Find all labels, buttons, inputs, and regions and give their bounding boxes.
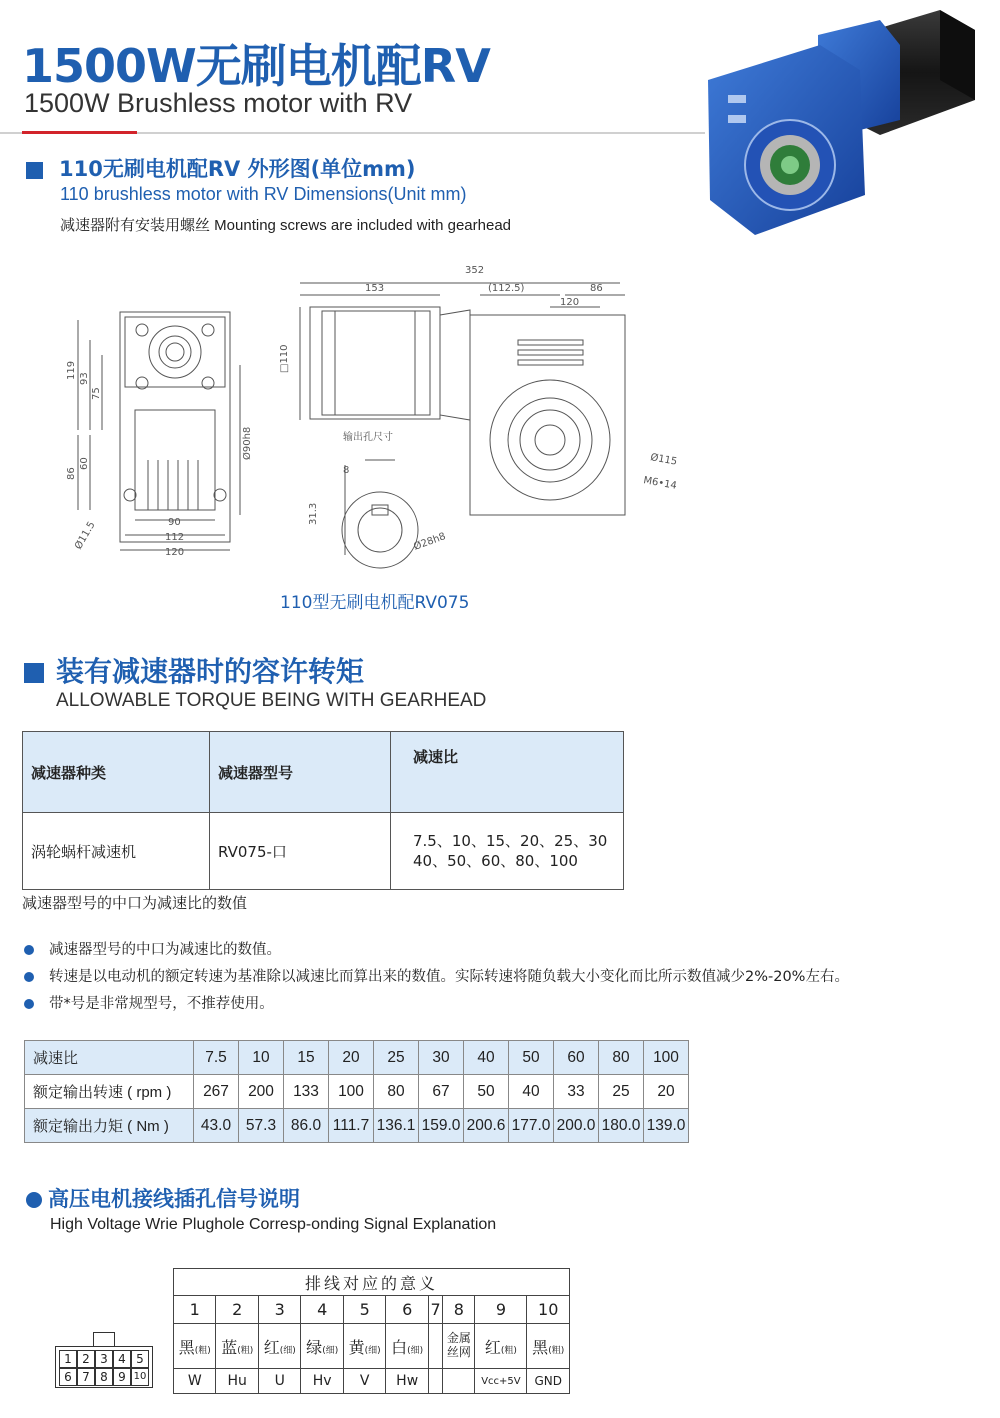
- spec-cell: 139.0: [644, 1109, 689, 1143]
- dim-86-v: 86: [66, 467, 77, 480]
- spec-cell: 177.0: [509, 1109, 554, 1143]
- dimensions-heading-en: 110 brushless motor with RV Dimensions(Unit mm): [60, 184, 467, 204]
- spec-cell: 159.0: [419, 1109, 464, 1143]
- wiring-number-row: [174, 1296, 570, 1324]
- header-ratio: 减速比: [391, 732, 624, 813]
- header-type: 减速器种类: [23, 732, 210, 813]
- spec-cell: 80: [599, 1041, 644, 1075]
- dim-119: 119: [66, 360, 77, 380]
- wiring-title-row: [174, 1269, 570, 1296]
- dim-352: 352: [465, 265, 485, 276]
- dimension-drawing: [60, 255, 700, 585]
- product-photo: [700, 0, 990, 245]
- dim-110: □110: [279, 344, 290, 373]
- wire-color-text: 金属 丝网: [446, 1331, 471, 1359]
- pin-number: 10: [527, 1296, 570, 1324]
- connector-pin: 2: [77, 1350, 95, 1368]
- spec-cell: 57.3: [239, 1109, 284, 1143]
- page-title: 1500W无刷电机配RV: [22, 39, 490, 93]
- signal-name: V: [343, 1369, 385, 1394]
- pin-number: 6: [386, 1296, 428, 1324]
- wire-gauge: (粗): [194, 1345, 211, 1356]
- dim-11-5: Ø11.5: [73, 519, 98, 552]
- wire-gauge: (粗): [237, 1345, 254, 1356]
- bullet-text: 带*号是非常规型号，不推荐使用。: [49, 996, 274, 1012]
- square-bullet-icon: [26, 162, 43, 179]
- dim-75: 75: [91, 387, 102, 400]
- connector-pin: 5: [131, 1350, 149, 1368]
- connector-pin: 3: [95, 1350, 113, 1368]
- spec-cell: 267: [194, 1075, 239, 1109]
- spec-cell: 100: [644, 1041, 689, 1075]
- pin-number: 5: [343, 1296, 385, 1324]
- spec-cell: 200.0: [554, 1109, 599, 1143]
- connector-pin: 7: [77, 1368, 95, 1386]
- list-item: [24, 940, 849, 967]
- signal-name: U: [258, 1369, 300, 1394]
- wire-color-text: 蓝: [221, 1337, 238, 1357]
- spec-cell: 50: [464, 1075, 509, 1109]
- spec-label: 减速比: [25, 1041, 194, 1075]
- wire-color: [174, 1324, 216, 1369]
- wiring-signal-row: [174, 1369, 570, 1394]
- spec-cell: 200.6: [464, 1109, 509, 1143]
- wire-color: [301, 1324, 343, 1369]
- spec-cell: 40: [464, 1041, 509, 1075]
- dim-112: 112: [165, 532, 185, 543]
- dim-8: 8: [343, 465, 350, 476]
- gearhead-note: 减速器型号的中口为减速比的数值: [22, 894, 248, 912]
- wiring-table-title: 排线对应的意义: [174, 1269, 570, 1296]
- signal-name: Hv: [301, 1369, 343, 1394]
- wire-color: [475, 1324, 527, 1369]
- title-divider-accent: [22, 131, 137, 134]
- gearhead-table: [22, 731, 624, 890]
- connector-pin: 8: [95, 1368, 113, 1386]
- spec-cell: 136.1: [374, 1109, 419, 1143]
- spec-cell: 43.0: [194, 1109, 239, 1143]
- cell-model: RV075-口: [210, 813, 391, 890]
- spec-label: 额定输出转速 ( rpm ): [25, 1075, 194, 1109]
- connector-pin: 10: [131, 1368, 149, 1386]
- connector-latch-icon: [93, 1332, 115, 1347]
- square-bullet-icon: [24, 663, 44, 683]
- spec-cell: 10: [239, 1041, 284, 1075]
- dim-90h8: Ø90h8: [242, 426, 253, 460]
- bullet-dot-icon: [24, 945, 34, 955]
- header-model: 减速器型号: [210, 732, 391, 813]
- wire-color: [216, 1324, 258, 1369]
- wiring-heading-en: High Voltage Wrie Plughole Corresp-onding Signal Explanation: [50, 1216, 497, 1233]
- spec-cell: 30: [419, 1041, 464, 1075]
- mounting-note: 减速器附有安装用螺丝 Mounting screws are included with gearhead: [60, 217, 512, 234]
- wire-color-text: 黄: [348, 1337, 365, 1357]
- spec-cell: 20: [644, 1075, 689, 1109]
- signal-name: Vcc+5V: [475, 1369, 527, 1394]
- spec-cell: 50: [509, 1041, 554, 1075]
- dim-112-5: (112.5): [488, 283, 525, 294]
- spec-table: [24, 1040, 689, 1143]
- connector-pin: 6: [59, 1368, 77, 1386]
- signal-name: Hw: [386, 1369, 428, 1394]
- wire-color: [443, 1324, 475, 1369]
- ratios-line-2: 40、50、60、80、100: [413, 852, 578, 870]
- spec-row-ratio: [25, 1041, 689, 1075]
- list-item: [24, 994, 849, 1021]
- wire-color: [527, 1324, 570, 1369]
- pin-number: 7: [428, 1296, 442, 1324]
- pin-number: 3: [258, 1296, 300, 1324]
- wiring-heading-text: 高压电机接线插孔信号说明: [48, 1187, 300, 1211]
- spec-cell: 133: [284, 1075, 329, 1109]
- bullet-dot-icon: [24, 999, 34, 1009]
- pin-number: 1: [174, 1296, 216, 1324]
- spec-cell: 86.0: [284, 1109, 329, 1143]
- wire-color-text: 红: [484, 1337, 501, 1357]
- page-subtitle: 1500W Brushless motor with RV: [24, 88, 413, 118]
- wiring-table: [173, 1268, 570, 1394]
- spec-cell: 33: [554, 1075, 599, 1109]
- connector-pin: 4: [113, 1350, 131, 1368]
- spec-row-torque: [25, 1109, 689, 1143]
- pin-number: 2: [216, 1296, 258, 1324]
- wire-color: [258, 1324, 300, 1369]
- spec-cell: 7.5: [194, 1041, 239, 1075]
- spec-cell: 40: [509, 1075, 554, 1109]
- spec-row-speed: [25, 1075, 689, 1109]
- ratios-line-1: 7.5、10、15、20、25、30: [413, 832, 608, 850]
- dim-m6: M6•14: [642, 475, 678, 492]
- spec-cell: 180.0: [599, 1109, 644, 1143]
- dim-31-3: 31.3: [308, 502, 319, 525]
- output-hole-label: 输出孔尺寸: [343, 432, 393, 443]
- dim-115: Ø115: [649, 452, 678, 468]
- signal-name: W: [174, 1369, 216, 1394]
- bullet-dot-icon: [26, 1192, 42, 1208]
- spec-cell: 15: [284, 1041, 329, 1075]
- bullet-dot-icon: [24, 972, 34, 982]
- spec-cell: 200: [239, 1075, 284, 1109]
- spec-cell: 25: [599, 1075, 644, 1109]
- spec-label: 额定输出力矩 ( Nm ): [25, 1109, 194, 1143]
- wire-gauge: (细): [322, 1345, 339, 1356]
- wire-gauge: (细): [279, 1345, 296, 1356]
- signal-name: [428, 1369, 442, 1394]
- dim-120: 120: [165, 547, 185, 558]
- wire-color: [343, 1324, 385, 1369]
- dim-86: 86: [590, 283, 603, 294]
- wire-color: [386, 1324, 428, 1369]
- spec-cell: 67: [419, 1075, 464, 1109]
- dim-120-top: 120: [560, 297, 580, 308]
- spec-cell: 100: [329, 1075, 374, 1109]
- pin-number: 4: [301, 1296, 343, 1324]
- dim-93: 93: [79, 372, 90, 385]
- dim-60: 60: [79, 457, 90, 470]
- spec-cell: 20: [329, 1041, 374, 1075]
- dimensions-heading-text: 110无刷电机配RV 外形图(单位mm): [59, 157, 416, 181]
- dim-28h8: Ø28h8: [412, 531, 448, 553]
- bullet-text: 减速器型号的中口为减速比的数值。: [49, 942, 281, 958]
- table-row: [23, 813, 624, 890]
- spec-cell: 111.7: [329, 1109, 374, 1143]
- wire-color: [428, 1324, 442, 1369]
- connector-pin: 9: [113, 1368, 131, 1386]
- dim-153: 153: [365, 283, 385, 294]
- signal-name: Hu: [216, 1369, 258, 1394]
- wire-color-text: 白: [391, 1337, 408, 1357]
- table-header-row: [23, 732, 624, 813]
- dimensions-heading: [26, 153, 416, 183]
- drawing-caption: 110型无刷电机配RV075: [280, 593, 470, 613]
- wire-color-text: 红: [263, 1337, 280, 1357]
- torque-heading-text: 装有减速器时的容许转矩: [56, 655, 365, 688]
- torque-heading: [24, 650, 364, 690]
- wire-gauge: (细): [407, 1345, 424, 1356]
- bullet-text: 转速是以电动机的额定转速为基准除以减速比而算出来的数值。实际转速将随负载大小变化而比所示数值减少2%-20%左右。: [49, 969, 849, 985]
- wire-color-text: 黑: [178, 1337, 195, 1357]
- connector-pin: 1: [59, 1350, 77, 1368]
- pin-number: 9: [475, 1296, 527, 1324]
- wire-color-text: 黑: [532, 1337, 549, 1357]
- pin-number: 8: [443, 1296, 475, 1324]
- torque-heading-en: ALLOWABLE TORQUE BEING WITH GEARHEAD: [56, 690, 487, 711]
- dim-90: 90: [168, 517, 181, 528]
- wire-gauge: (粗): [548, 1345, 565, 1356]
- signal-name: [443, 1369, 475, 1394]
- wire-color-text: 绿: [306, 1337, 323, 1357]
- wiring-color-row: [174, 1324, 570, 1369]
- wire-gauge: (粗): [500, 1345, 517, 1356]
- wiring-heading: [26, 1183, 300, 1213]
- cell-type: 涡轮蜗杆减速机: [23, 813, 210, 890]
- spec-cell: 60: [554, 1041, 599, 1075]
- notes-list: [24, 940, 849, 1021]
- spec-cell: 25: [374, 1041, 419, 1075]
- signal-name: GND: [527, 1369, 570, 1394]
- wire-gauge: (细): [364, 1345, 381, 1356]
- list-item: [24, 967, 849, 994]
- spec-cell: 80: [374, 1075, 419, 1109]
- cell-ratios: [391, 813, 624, 890]
